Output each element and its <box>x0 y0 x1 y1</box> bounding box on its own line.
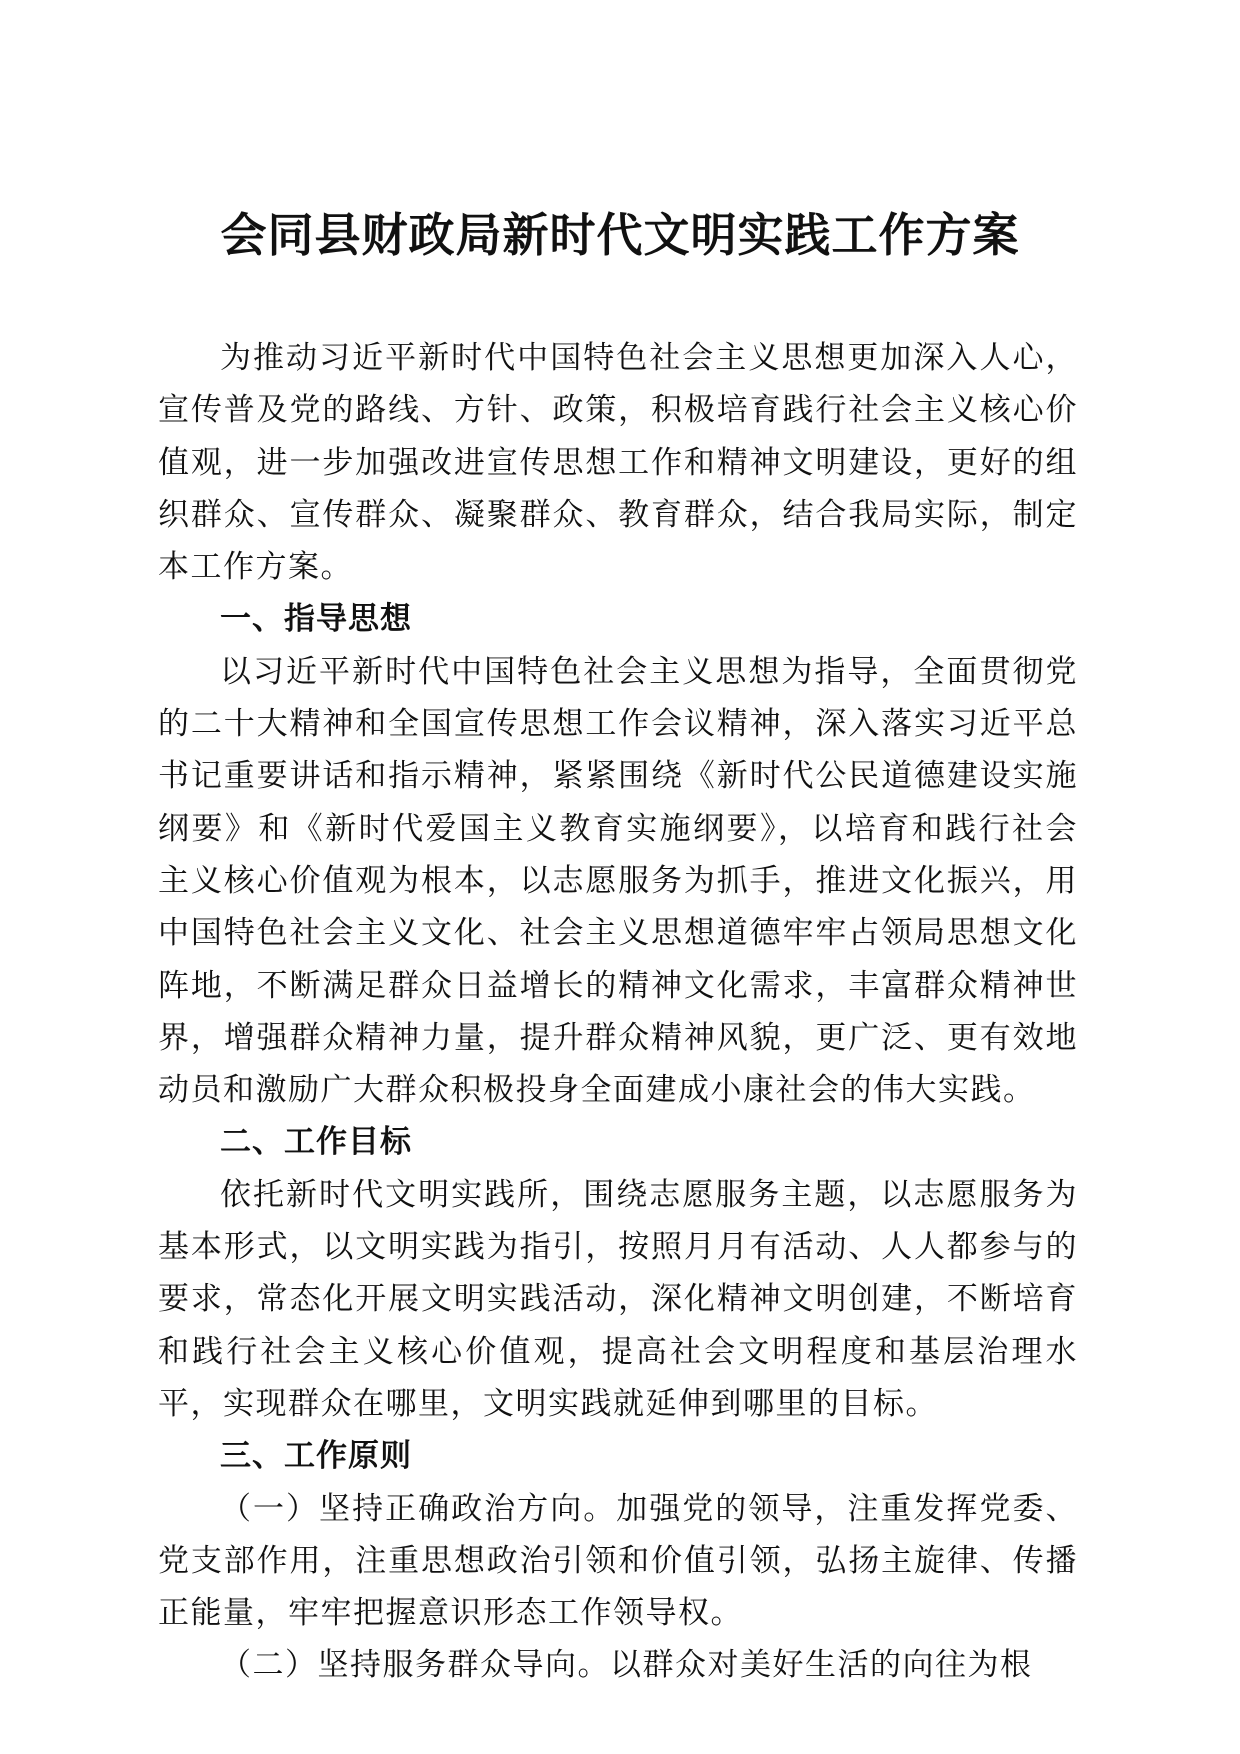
section-heading-work-principles: 三、工作原则 <box>220 1438 412 1475</box>
section-heading-guiding-ideology: 一、指导思想 <box>220 601 412 638</box>
document-title: 会同县财政局新时代文明实践工作方案 <box>220 208 1020 262</box>
document-body <box>158 332 1078 1692</box>
section-heading-work-goals: 二、工作目标 <box>220 1124 412 1161</box>
principle-item: （一）坚持正确政治方向。加强党的领导，注重发挥党委、党支部作用，注重思想政治引领和价值引领，弘扬主旋律、传播正能量，牢牢把握意识形态工作领导权。 <box>158 1490 1078 1632</box>
principle-item: （二）坚持服务群众导向。以群众对美好生活的向往为根 <box>220 1647 1033 1684</box>
section-paragraph-work-goals: 依托新时代文明实践所，围绕志愿服务主题，以志愿服务为基本形式，以文明实践为指引，按照月月有活动、人人都参与的要求，常态化开展文明实践活动，深化精神文明创建，不断培育和践行社会主义核心价值观，提高社会文明程度和基层治理水平，实现群众在哪里，文明实践就延伸到哪里的目标。 <box>158 1176 1078 1422</box>
intro-paragraph: 为推动习近平新时代中国特色社会主义思想更加深入人心，宣传普及党的路线、方针、政策，积极培育践行社会主义核心价值观，进一步加强改进宣传思想工作和精神文明建设，更好的组织群众、宣传群众、凝聚群众、教育群众，结合我局实际，制定本工作方案。 <box>158 340 1078 586</box>
section-paragraph-guiding-ideology: 以习近平新时代中国特色社会主义思想为指导，全面贯彻党的二十大精神和全国宣传思想工作会议精神，深入落实习近平总书记重要讲话和指示精神，紧紧围绕《新时代公民道德建设实施纲要》和《新时代爱国主义教育实施纲要》，以培育和践行社会主义核心价值观为根本，以志愿服务为抓手，推进文化振兴，用中国特色社会主义文化、社会主义思想道德牢牢占领局思想文化阵地，不断满足群众日益增长的精神文化需求，丰富群众精神世界，增强群众精神力量，提升群众精神风貌，更广泛、更有效地动员和激励广大群众积极投身全面建成小康社会的伟大实践。 <box>158 653 1078 1109</box>
